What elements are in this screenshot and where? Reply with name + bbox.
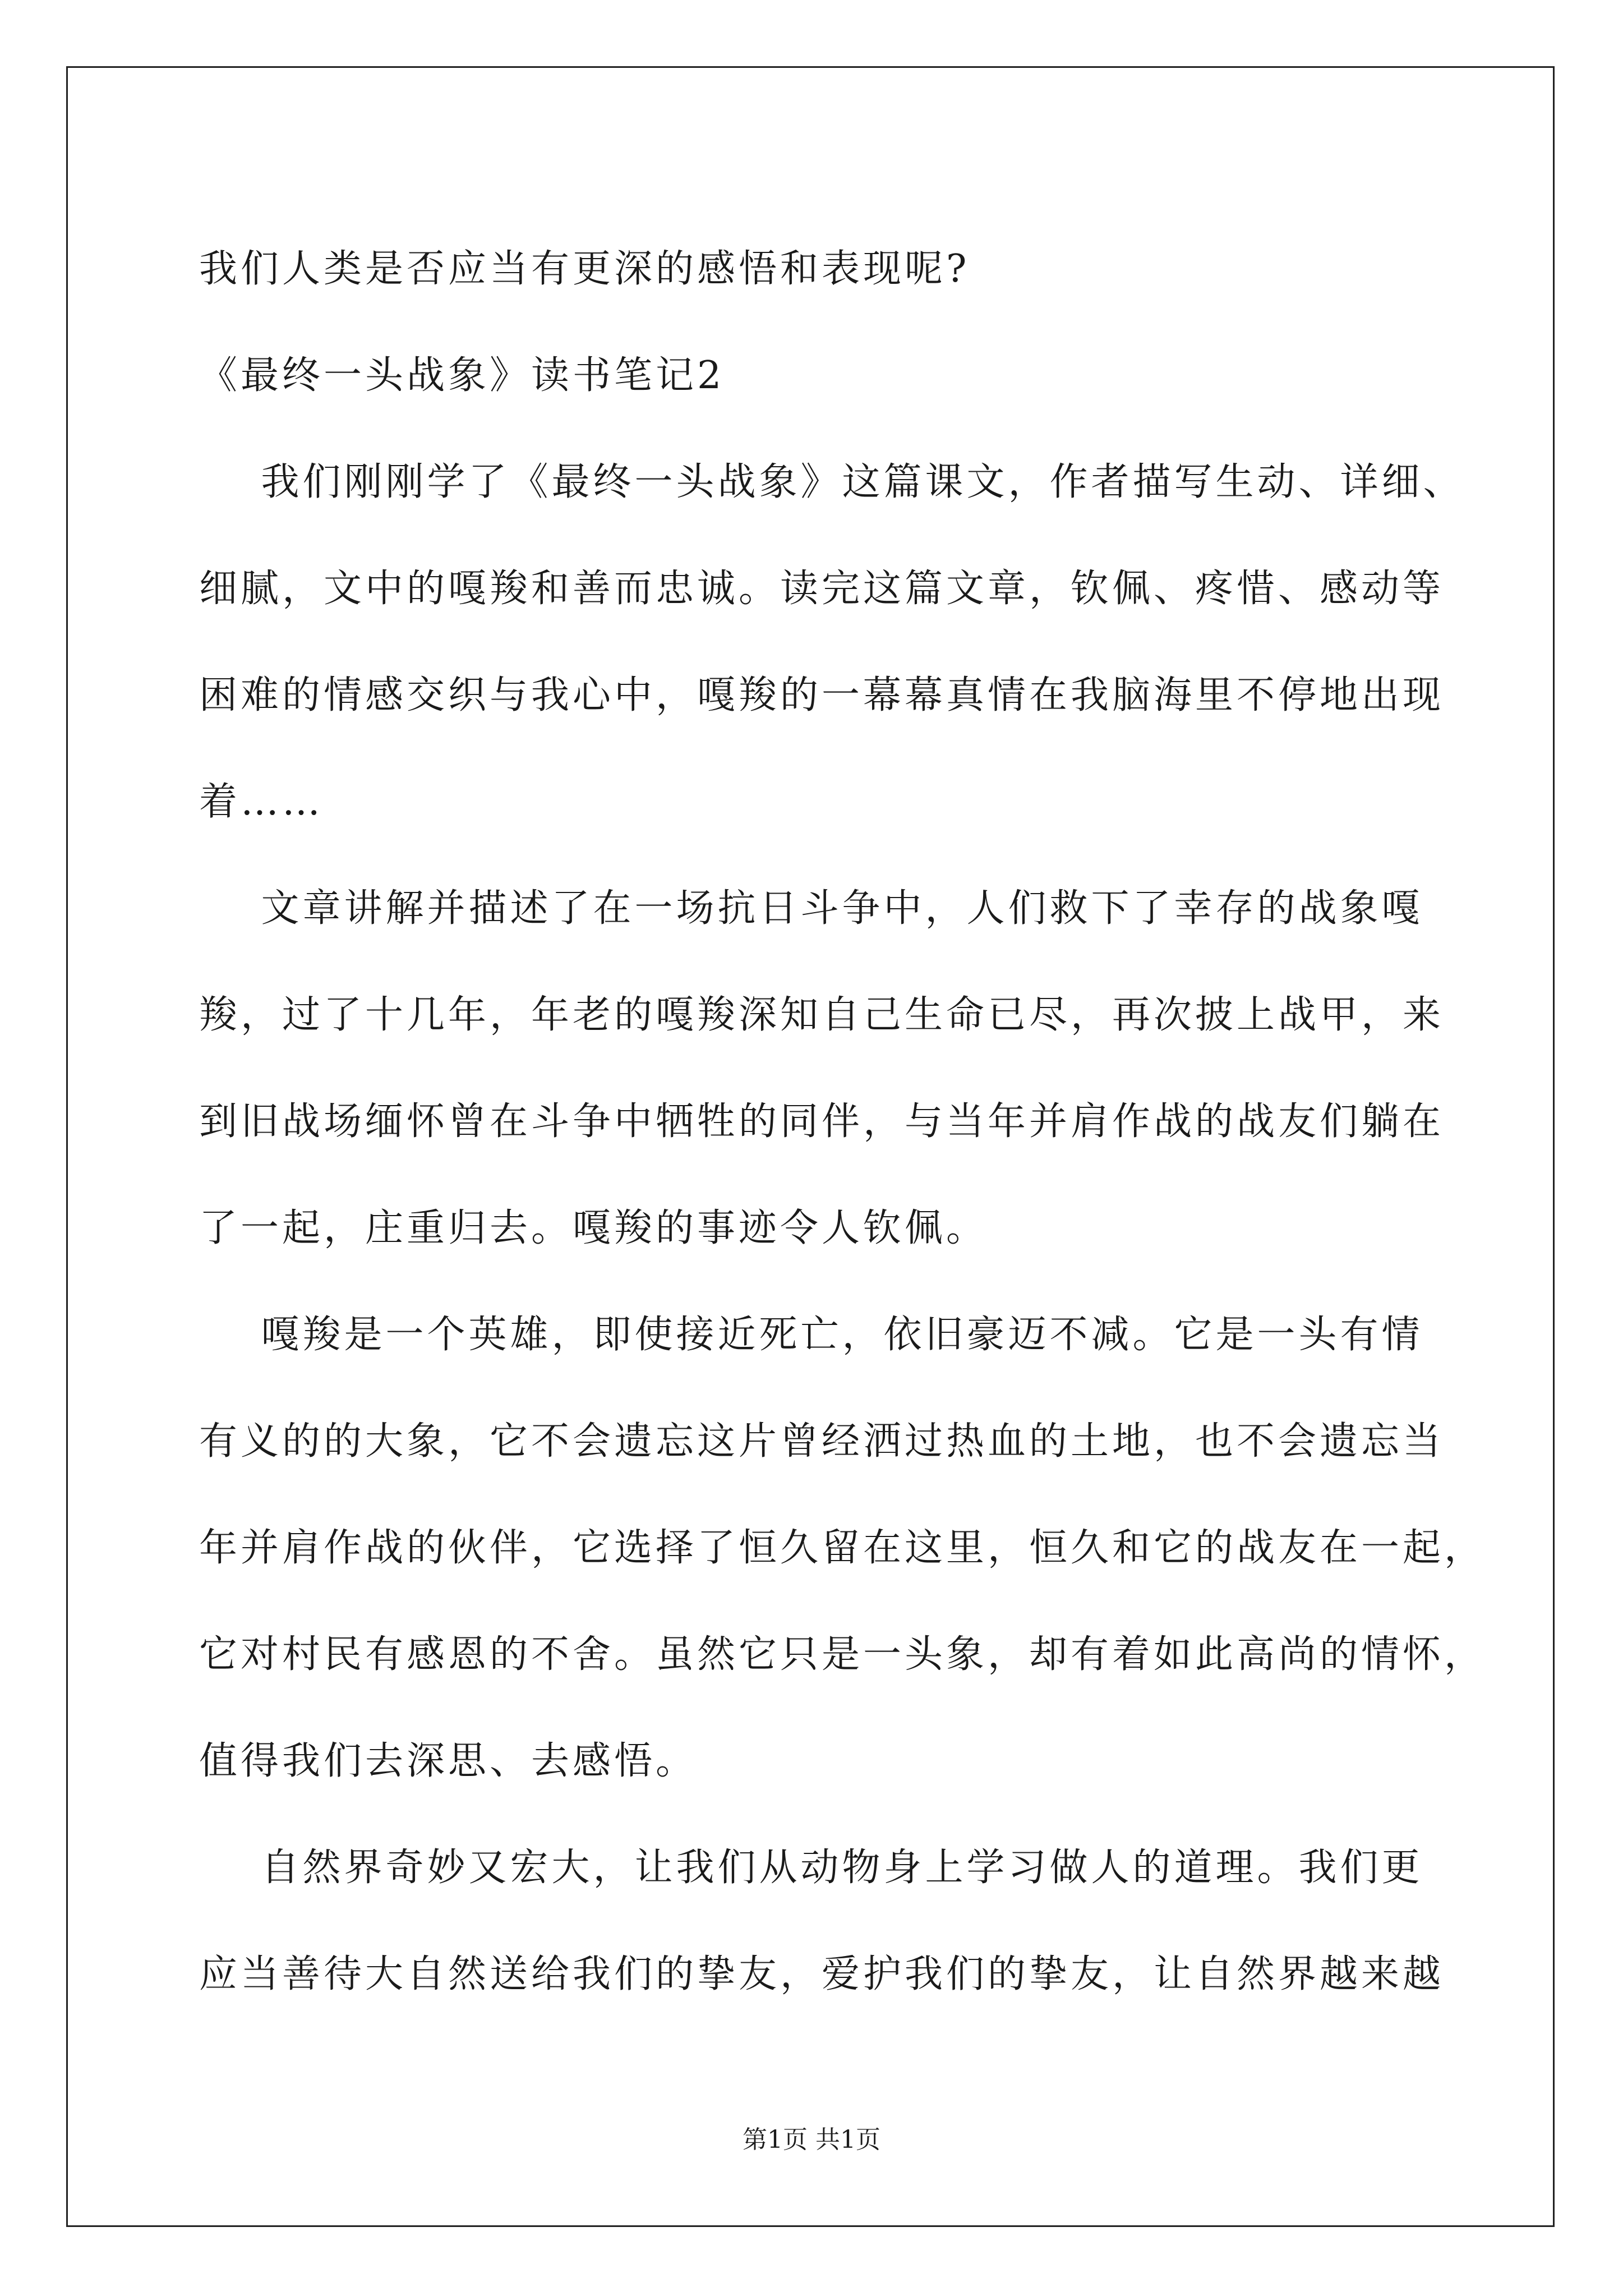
text-line: 我们刚刚学了《最终一头战象》这篇课文，作者描写生动、详细、 [199, 460, 1465, 504]
text-line: 文章讲解并描述了在一场抗日斗争中，人们救下了幸存的战象嘎 [199, 886, 1423, 931]
text-line: 它对村民有感恩的不舍。虽然它只是一头象，却有着如此高尚的情怀， [199, 1632, 1486, 1677]
text-line: 了一起，庄重归去。嘎羧的事迹令人钦佩。 [199, 1206, 988, 1250]
text-line: 到旧战场缅怀曾在斗争中牺牲的同伴，与当年并肩作战的战友们躺在 [199, 1099, 1445, 1144]
text-line: 困难的情感交织与我心中，嘎羧的一幕幕真情在我脑海里不停地出现 [199, 673, 1445, 717]
text-line: 年并肩作战的伙伴，它选择了恒久留在这里，恒久和它的战友在一起， [199, 1526, 1486, 1570]
text-line: 羧，过了十几年，年老的嘎羧深知自己生命已尽，再次披上战甲，来 [199, 993, 1445, 1037]
text-line: 嘎羧是一个英雄，即使接近死亡，依旧豪迈不减。它是一头有情 [199, 1313, 1423, 1357]
section-title: 《最终一头战象》读书笔记2 [199, 353, 725, 398]
text-line: 值得我们去深思、去感悟。 [199, 1739, 698, 1783]
text-line: 应当善待大自然送给我们的挚友，爱护我们的挚友，让自然界越来越 [199, 1952, 1445, 1996]
text-line: 着…… [199, 780, 324, 824]
page-footer: 第1页 共1页 [743, 2125, 880, 2154]
text-line: 我们人类是否应当有更深的感悟和表现呢? [199, 247, 970, 291]
text-line: 自然界奇妙又宏大，让我们从动物身上学习做人的道理。我们更 [199, 1846, 1423, 1890]
document-body [199, 216, 1486, 2028]
text-line: 有义的的大象，它不会遗忘这片曾经洒过热血的土地，也不会遗忘当 [199, 1419, 1445, 1464]
text-line: 细腻，文中的嘎羧和善而忠诚。读完这篇文章，钦佩、疼惜、感动等 [199, 567, 1445, 611]
